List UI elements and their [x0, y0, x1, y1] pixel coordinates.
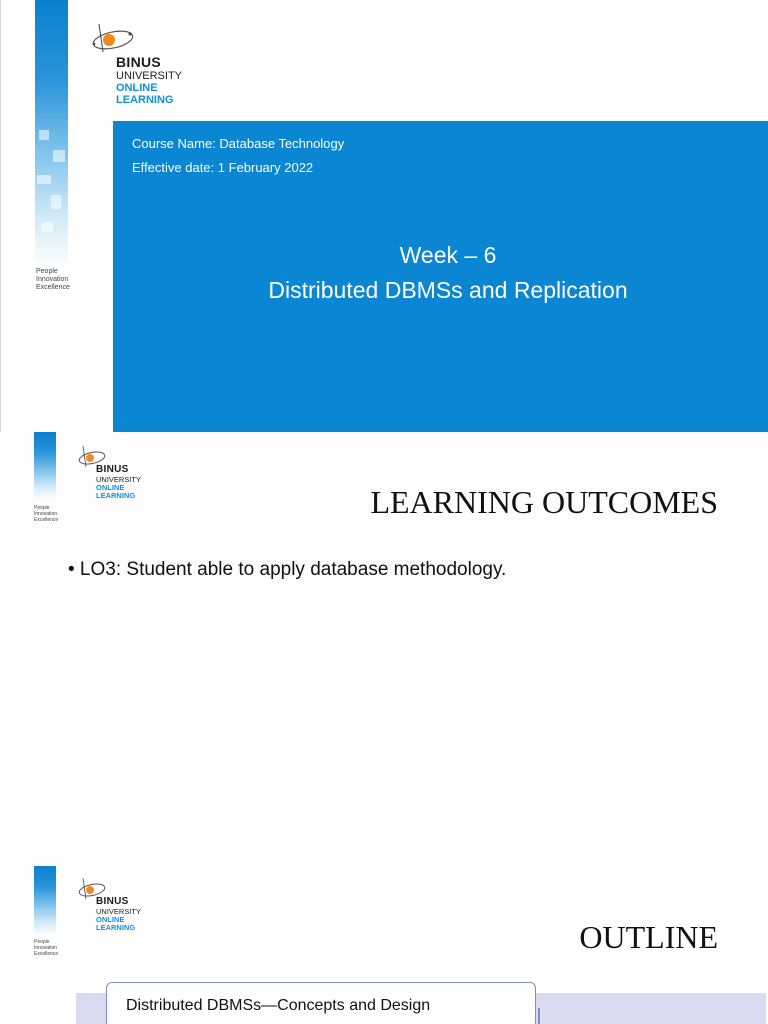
- logo-brand: BINUS: [96, 464, 129, 475]
- logo-mark-icon: [85, 20, 177, 54]
- outline-item: Distributed DBMSs—Concepts and Design: [106, 982, 536, 1024]
- logo-brand: BINUS: [116, 54, 162, 70]
- topic-title: Distributed DBMSs and Replication: [268, 277, 628, 303]
- logo-brand: BINUS: [96, 896, 129, 907]
- logo-university: UNIVERSITY: [116, 70, 183, 82]
- slide-title: OUTLINE: [579, 919, 718, 955]
- logo-online: ONLINE: [96, 915, 125, 924]
- pixel-strip-decoration: [34, 866, 56, 936]
- title-slide: [0, 0, 768, 432]
- pixel-strip-decoration: [35, 0, 68, 270]
- logo-learning: LEARNING: [96, 491, 136, 500]
- course-name: Course Name: Database Technology: [132, 136, 345, 151]
- logo-online: ONLINE: [96, 483, 125, 492]
- outline-connector: [538, 1008, 540, 1024]
- bullet-item: • LO3: Student able to apply database methodology.: [68, 559, 507, 580]
- binus-logo: [74, 876, 142, 932]
- logo-learning: LEARNING: [96, 923, 136, 932]
- logo-online: ONLINE: [116, 82, 158, 94]
- outline-slide: [0, 840, 768, 1024]
- tagline: People Innovation Excellence: [34, 939, 59, 957]
- tagline: People Innovation Excellence: [36, 268, 70, 292]
- logo-university: UNIVERSITY: [96, 475, 142, 484]
- binus-logo: [85, 20, 183, 106]
- effective-date: Effective date: 1 February 2022: [132, 160, 314, 175]
- week-label: Week – 6: [399, 242, 497, 268]
- logo-university: UNIVERSITY: [96, 907, 142, 916]
- slide-title: LEARNING OUTCOMES: [370, 484, 718, 520]
- pixel-strip-decoration: [34, 432, 56, 500]
- binus-logo: [74, 444, 142, 500]
- logo-learning: LEARNING: [116, 94, 174, 106]
- tagline: People Innovation Excellence: [34, 505, 59, 523]
- learning-outcomes-slide: [0, 432, 768, 840]
